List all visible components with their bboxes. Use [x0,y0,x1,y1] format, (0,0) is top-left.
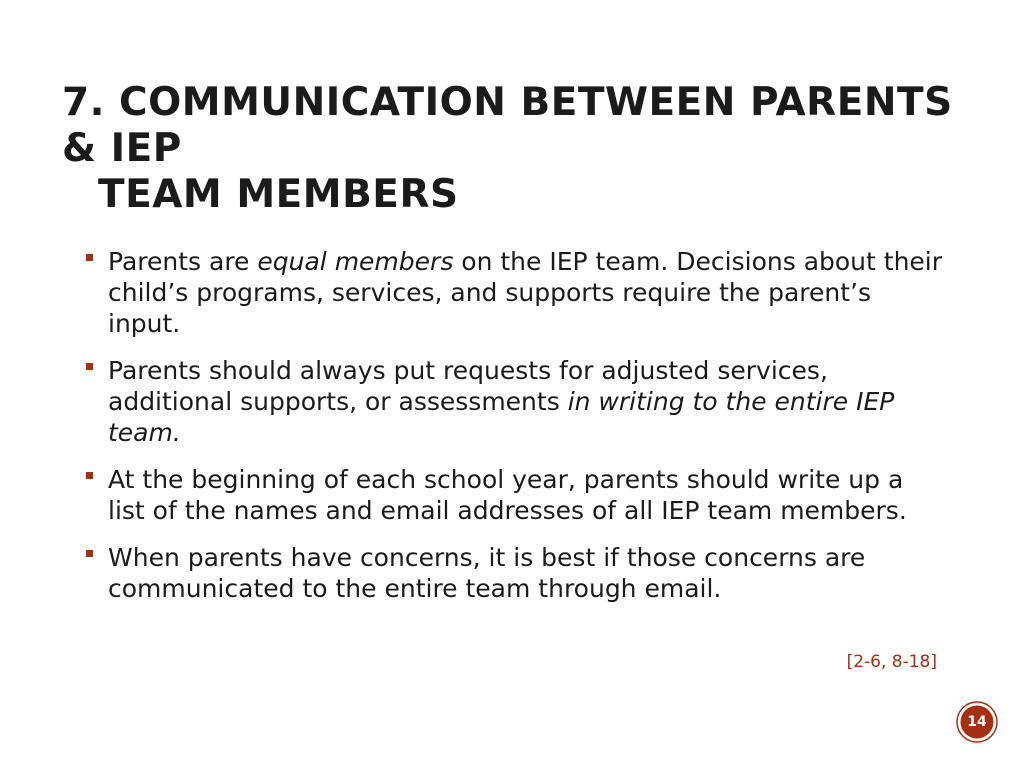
bullet-item [86,246,946,339]
citation-reference: [2-6, 8-18] [846,652,937,672]
bullet-text-continued: on the IEP team. Decisions about their child’s programs, services, and supports require the parent’s input. [108,247,943,338]
title-line-1: 7. COMMUNICATION BETWEEN PARENTS [62,80,953,125]
bullet-item [86,355,946,448]
bullet-list [86,246,946,620]
page-number: 14 [967,714,987,730]
bullet-text: Parents should always put requests for adjusted services, additional supports, or assessments [108,356,828,416]
bullet-item [86,464,946,526]
bullet-emphasis: equal members [257,247,454,276]
bullet-emphasis: in writing to the entire IEP team. [108,387,895,447]
title-line-3: TEAM MEMBERS [98,172,459,217]
square-bullet-icon [86,550,93,557]
square-bullet-icon [86,472,93,479]
bullet-text: Parents are [108,247,258,276]
slide-title [62,80,992,218]
title-line-2: & IEP [62,126,182,171]
bullet-text: When parents have concerns, it is best if those concerns are communicated to the entire team through email. [108,543,866,603]
page-number-badge [956,701,998,743]
square-bullet-icon [86,363,93,370]
square-bullet-icon [86,254,93,261]
bullet-item [86,542,946,604]
bullet-text: At the beginning of each school year, parents should write up a list of the names and email addresses of all IEP team members. [108,465,907,525]
